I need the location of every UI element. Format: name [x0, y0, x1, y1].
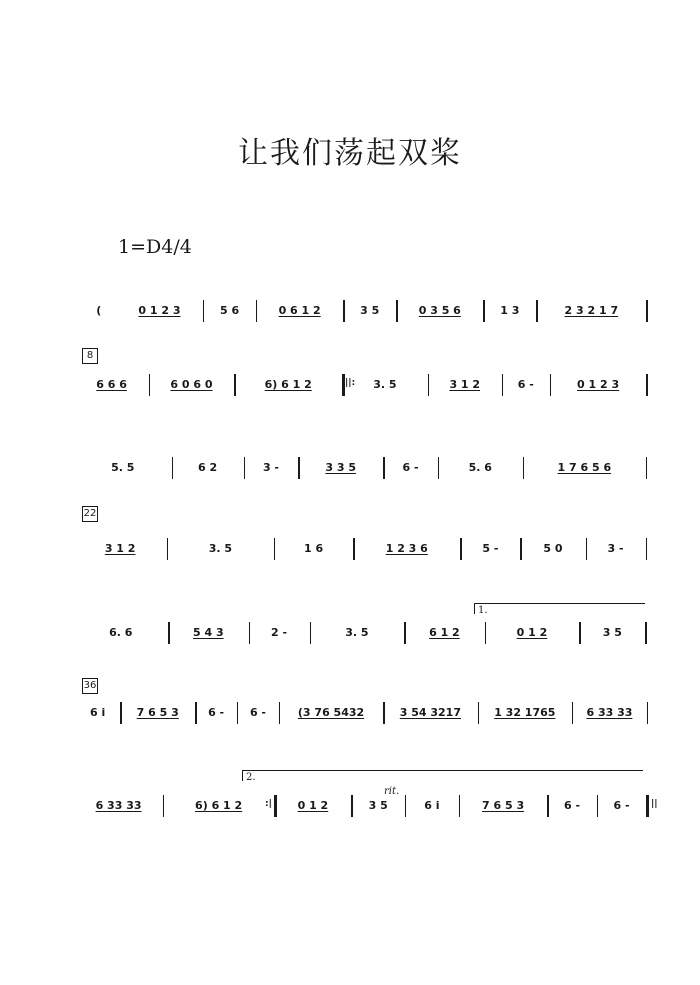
note-group: 5 0 [543, 542, 563, 555]
note-group: 5 - [482, 542, 499, 555]
bar-line [249, 622, 250, 644]
note-group: 2 3 2 1 7 [564, 304, 619, 317]
bar-line [149, 374, 150, 396]
bar-line [310, 622, 311, 644]
notation-row [78, 536, 650, 570]
bar-line [404, 622, 405, 644]
note-group: 0 1 2 3 [577, 378, 620, 391]
note-group: 0 3 5 6 [418, 304, 461, 317]
note-group: 3. 5 [345, 626, 369, 639]
bar-line [203, 300, 204, 322]
bar-line [520, 538, 521, 560]
bar-line [383, 702, 384, 724]
score-title: 让我们荡起双桨 [238, 136, 462, 171]
note-group: 1 32 1765 [494, 706, 556, 719]
bar-line [353, 538, 354, 560]
repeat-sign: ||: [345, 378, 356, 388]
bar-line [550, 374, 551, 396]
volta-bracket-first [474, 603, 645, 614]
note-group: 3 3 5 [325, 461, 357, 474]
note-group: 6 - [249, 706, 266, 719]
note-group: 1 2 3 6 [385, 542, 428, 555]
measure-number: 22 [82, 506, 98, 522]
bar-line [244, 457, 245, 479]
note-group: 3 54 3217 [399, 706, 461, 719]
note-group: 6 i [89, 706, 106, 719]
note-group: 3 5 [602, 626, 622, 639]
bar-line [646, 795, 649, 817]
note-group: 7 6 5 3 [136, 706, 179, 719]
note-group: 6. 6 [109, 626, 133, 639]
note-group: 6 33 33 [95, 799, 142, 812]
key-signature: 1=D4/4 [118, 236, 192, 258]
note-group: 6 - [613, 799, 630, 812]
note-group: 1 7 6 5 6 [557, 461, 612, 474]
tempo-mark: rit. [384, 786, 400, 797]
bar-line [579, 622, 580, 644]
bar-line [167, 538, 168, 560]
bar-line [168, 622, 169, 644]
volta-bracket-second [242, 770, 643, 781]
note-group: 3. 5 [373, 378, 397, 391]
note-group: 3 5 [360, 304, 380, 317]
bar-line [351, 795, 352, 817]
note-group: 6 i [424, 799, 440, 812]
note-group: 6 - [517, 378, 534, 391]
note-group: 6 1 2 [429, 626, 460, 639]
bar-line [383, 457, 384, 479]
bar-line [279, 702, 280, 724]
note-group: 3 5 [368, 799, 388, 812]
bar-line [485, 622, 486, 644]
bar-line [428, 374, 429, 396]
bar-line [237, 702, 238, 724]
bar-line [523, 457, 524, 479]
bar-line [646, 538, 647, 560]
note-group: ( [96, 304, 102, 317]
bar-line [646, 374, 647, 396]
notation-row [78, 700, 650, 734]
bar-line [646, 300, 647, 322]
bar-line [256, 300, 257, 322]
note-group: 0 1 2 3 [138, 304, 181, 317]
note-group: 6 33 33 [586, 706, 633, 719]
bar-line [547, 795, 548, 817]
measure-number: 36 [82, 678, 98, 694]
notation-row [78, 620, 650, 654]
notation-row [78, 455, 650, 489]
bar-line [597, 795, 598, 817]
note-group: 0 6 1 2 [278, 304, 321, 317]
note-group: 6 0 6 0 [170, 378, 213, 391]
repeat-sign: || [651, 799, 658, 809]
note-group: 3 - [262, 461, 280, 474]
bar-line [172, 457, 173, 479]
note-group: 6 - [564, 799, 581, 812]
notation-row [78, 793, 658, 827]
bar-line [438, 457, 439, 479]
note-group: 6 6 6 [96, 378, 127, 391]
bar-line [343, 300, 344, 322]
bar-line [586, 538, 587, 560]
bar-line [234, 374, 235, 396]
repeat-sign: :| [265, 799, 272, 809]
note-group: 0 1 2 [297, 799, 329, 812]
note-group: 3 1 2 [449, 378, 481, 391]
note-group: 2 - [271, 626, 288, 639]
note-group: 0 1 2 [516, 626, 548, 639]
note-group: 5 4 3 [193, 626, 224, 639]
bar-line [274, 795, 277, 817]
note-group: 6 - [402, 461, 419, 474]
volta-label: 2. [246, 772, 256, 783]
bar-line [536, 300, 537, 322]
volta-label: 1. [478, 605, 488, 616]
bar-line [647, 702, 648, 724]
bar-line [645, 622, 646, 644]
note-group: 5. 5 [111, 461, 135, 474]
measure-number: 8 [82, 348, 98, 364]
note-group: 3. 5 [208, 542, 233, 555]
bar-line [396, 300, 397, 322]
note-group: 1 3 [500, 304, 520, 317]
bar-line [646, 457, 647, 479]
bar-line [120, 702, 121, 724]
bar-line [572, 702, 573, 724]
notation-row [78, 298, 650, 332]
note-group: 6 2 [198, 461, 218, 474]
bar-line [405, 795, 406, 817]
notation-row [78, 372, 650, 406]
note-group: 6) 6 1 2 [264, 378, 312, 391]
bar-line [195, 702, 196, 724]
note-group: 6 - [208, 706, 225, 719]
note-group: 6) 6 1 2 [195, 799, 243, 812]
note-group: 1 6 [303, 542, 324, 555]
bar-line [298, 457, 299, 479]
bar-line [459, 795, 460, 817]
note-group: (3 76 5432 [297, 706, 365, 719]
bar-line [274, 538, 275, 560]
bar-line [502, 374, 503, 396]
bar-line [460, 538, 461, 560]
note-group: 3 1 2 [104, 542, 136, 555]
bar-line [163, 795, 164, 817]
bar-line [483, 300, 484, 322]
note-group: 5 6 [219, 304, 240, 317]
note-group: 3 - [607, 542, 624, 555]
note-group: 7 6 5 3 [481, 799, 525, 812]
note-group: 5. 6 [468, 461, 492, 474]
bar-line [478, 702, 479, 724]
